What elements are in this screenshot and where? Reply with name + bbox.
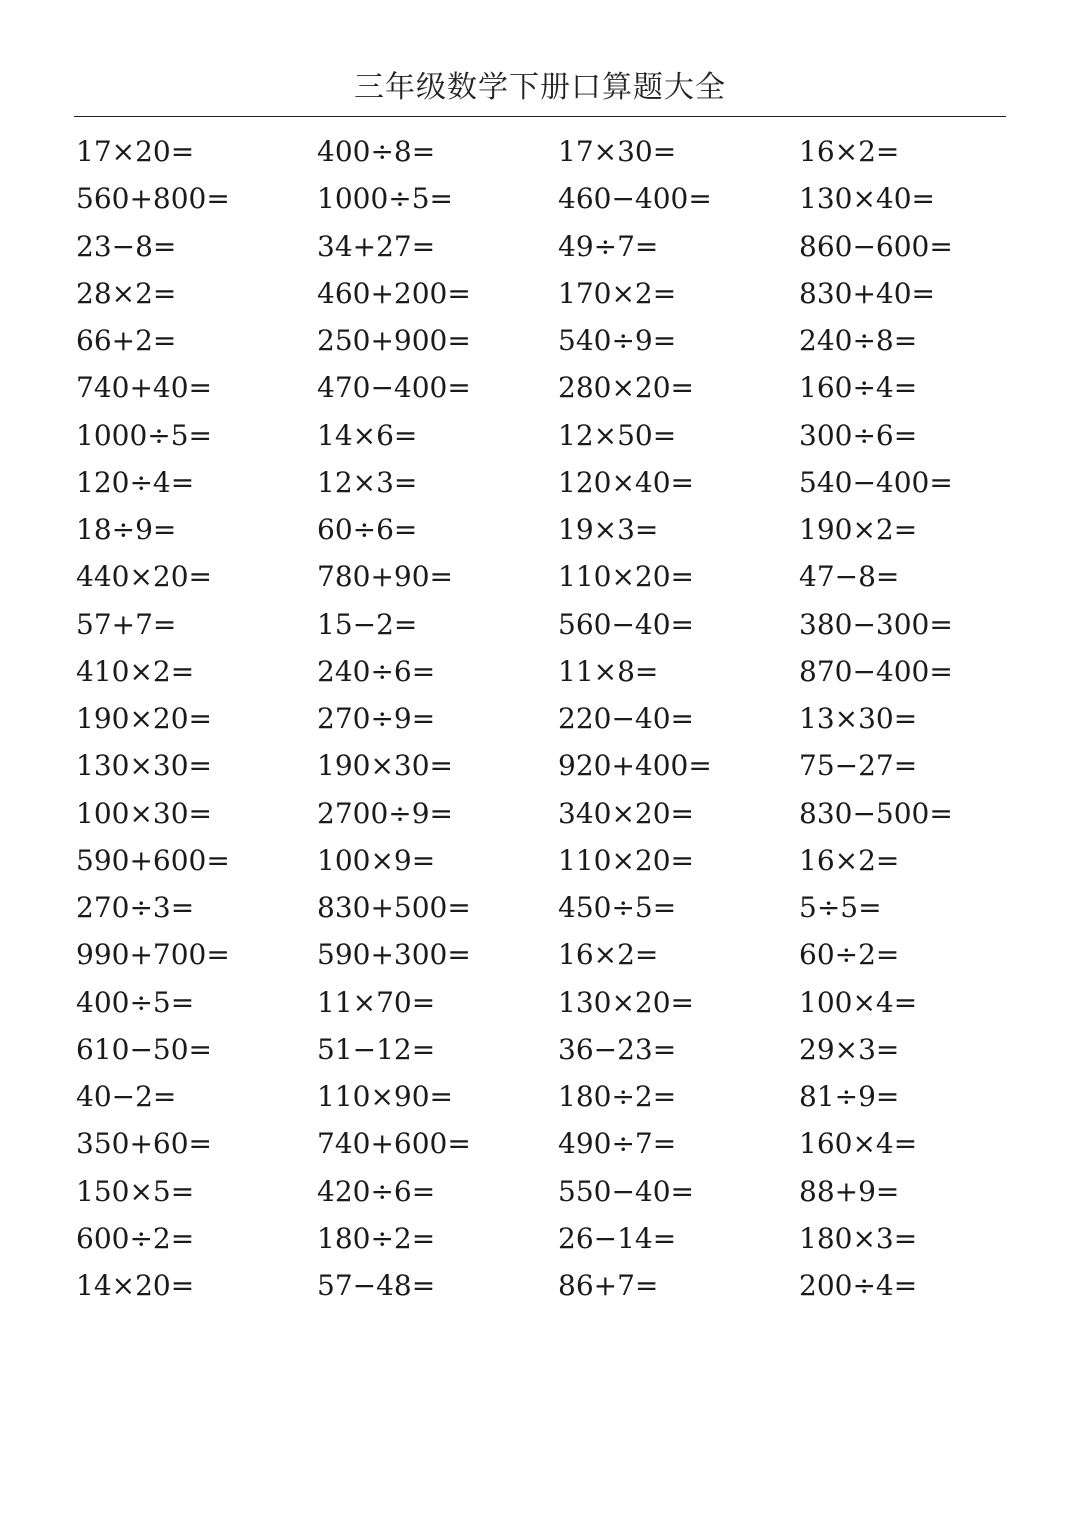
math-problem: 1000÷5= [76,418,212,452]
math-problem: 57+7= [76,607,177,641]
math-problem: 420÷6= [317,1174,436,1208]
math-problem: 17×20= [76,135,195,168]
math-problem: 180×3= [799,1221,918,1255]
math-problem: 180÷2= [558,1080,677,1113]
math-problem: 110×20= [558,560,694,594]
math-problem: 130×40= [799,182,935,216]
math-problem: 190×2= [799,513,918,546]
math-problem: 1000÷5= [317,182,453,216]
math-problem: 40−2= [76,1080,177,1113]
math-problem: 170×2= [558,276,677,310]
math-problem: 120÷4= [76,465,195,499]
math-problem: 110×20= [558,843,694,877]
page-title: 三年级数学下册口算题大全 [354,70,726,105]
math-problem: 130×20= [558,985,694,1019]
math-problem: 870−400= [799,654,953,688]
math-problem: 450÷5= [558,891,677,924]
math-problem: 2700÷9= [317,796,453,830]
math-problem: 18÷9= [76,513,177,546]
math-problem: 120×40= [558,465,694,499]
math-problem: 100×4= [799,985,918,1019]
math-problem: 12×50= [558,418,677,452]
math-problem: 470−400= [317,371,471,405]
math-problem: 47−8= [799,560,900,594]
math-problem: 19×3= [558,513,659,546]
math-problem: 920+400= [558,749,712,783]
math-problem: 16×2= [799,135,900,168]
math-problem: 540−400= [799,465,953,499]
title-divider [74,116,1006,117]
math-problem: 36−23= [558,1032,677,1066]
math-problem: 590+300= [317,938,471,972]
math-problem: 400÷5= [76,985,195,1019]
math-problem: 81÷9= [799,1080,900,1113]
math-problem: 13×30= [799,702,918,735]
math-problem: 34+27= [317,229,436,263]
math-problem: 350+60= [76,1127,212,1161]
math-problem: 560+800= [76,182,230,216]
math-problem: 51−12= [317,1032,436,1066]
math-problem: 100×9= [317,843,436,877]
math-problem: 740+600= [317,1127,471,1161]
math-problem: 11×70= [317,985,436,1019]
math-problem: 160÷4= [799,371,918,405]
math-problem: 460−400= [558,182,712,216]
math-problem: 990+700= [76,938,230,972]
math-problem: 250+900= [317,324,471,357]
math-problem: 280×20= [558,371,694,405]
math-problem: 190×20= [76,702,212,735]
math-problem: 23−8= [76,229,177,263]
math-problem: 740+40= [76,371,212,405]
math-problem: 540÷9= [558,324,677,357]
math-problem: 380−300= [799,607,953,641]
math-problem: 86+7= [558,1269,659,1302]
math-problem: 830+500= [317,891,471,924]
math-problem: 11×8= [558,654,659,688]
math-problem: 150×5= [76,1174,195,1208]
math-problem: 12×3= [317,465,418,499]
math-problem: 460+200= [317,276,471,310]
math-problem: 860−600= [799,229,953,263]
math-problem: 14×6= [317,418,418,452]
math-problem: 16×2= [558,938,659,972]
math-problem: 490÷7= [558,1127,677,1161]
math-problem: 180÷2= [317,1221,436,1255]
math-problem: 16×2= [799,843,900,877]
math-problem: 220−40= [558,702,694,735]
math-problem: 130×30= [76,749,212,783]
math-problem: 830+40= [799,276,935,310]
math-problem: 66+2= [76,324,177,357]
math-problem: 190×30= [317,749,453,783]
math-problem: 440×20= [76,560,212,594]
math-problem: 240÷6= [317,654,436,688]
math-problem: 14×20= [76,1269,195,1302]
math-problem: 26−14= [558,1221,677,1255]
math-problem: 270÷9= [317,702,436,735]
math-problem: 57−48= [317,1269,436,1302]
math-problem: 60÷6= [317,513,418,546]
math-problem: 300÷6= [799,418,918,452]
math-problem: 100×30= [76,796,212,830]
math-problem: 410×2= [76,654,195,688]
math-problem: 590+600= [76,843,230,877]
math-problem: 400÷8= [317,135,436,168]
math-problem: 15−2= [317,607,418,641]
math-problem: 28×2= [76,276,177,310]
math-problem: 29×3= [799,1032,900,1066]
math-problem: 780+90= [317,560,453,594]
math-problem: 240÷8= [799,324,918,357]
problem-grid [76,128,1056,1309]
math-problem: 830−500= [799,796,953,830]
math-problem: 110×90= [317,1080,453,1113]
math-problem: 200÷4= [799,1269,918,1302]
math-problem: 75−27= [799,749,918,783]
math-problem: 49÷7= [558,229,659,263]
math-problem: 340×20= [558,796,694,830]
math-problem: 560−40= [558,607,694,641]
math-problem: 5÷5= [799,891,882,924]
math-problem: 610−50= [76,1032,212,1066]
math-problem: 60÷2= [799,938,900,972]
math-problem: 160×4= [799,1127,918,1161]
math-problem: 88+9= [799,1174,900,1208]
math-problem: 270÷3= [76,891,195,924]
math-problem: 550−40= [558,1174,694,1208]
math-problem: 600÷2= [76,1221,195,1255]
math-problem: 17×30= [558,135,677,168]
